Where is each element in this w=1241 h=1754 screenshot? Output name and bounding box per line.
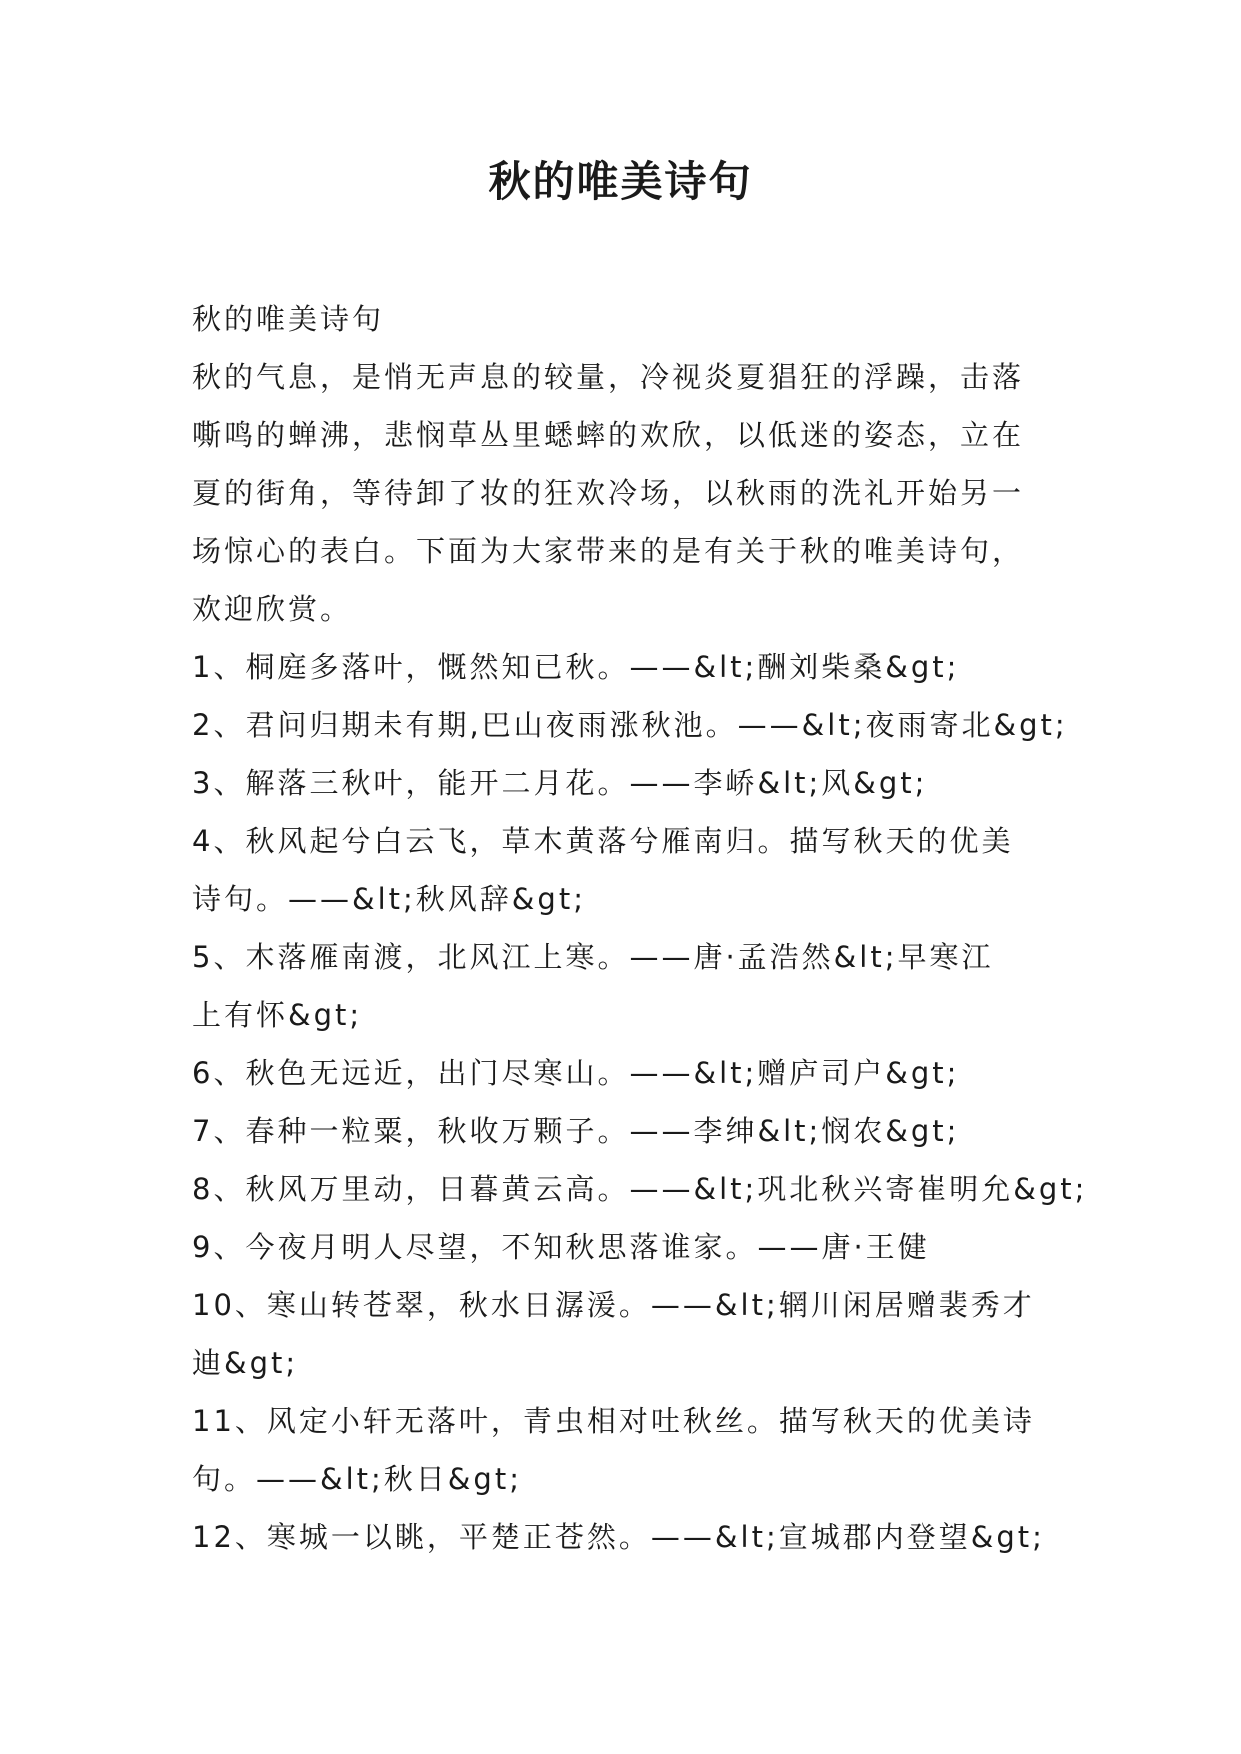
body-line: 秋的唯美诗句	[192, 302, 385, 336]
poem-line: 6、秋色无远近，出门尽寒山。——&lt;赠庐司户&gt;	[192, 1056, 960, 1090]
document-body	[192, 290, 1088, 1566]
poem-line: 诗句。——&lt;秋风辞&gt;	[192, 882, 586, 916]
poem-line: 4、秋风起兮白云飞，草木黄落兮雁南归。描写秋天的优美	[192, 824, 1014, 858]
body-line: 夏的街角，等待卸了妆的狂欢冷场，以秋雨的洗礼开始另一	[192, 476, 1025, 510]
poem-line: 8、秋风万里动，日暮黄云高。——&lt;巩北秋兴寄崔明允&gt;	[192, 1172, 1088, 1206]
poem-line: 句。——&lt;秋日&gt;	[192, 1462, 522, 1496]
poem-line: 2、君问归期未有期,巴山夜雨涨秋池。——&lt;夜雨寄北&gt;	[192, 708, 1068, 742]
poem-line: 12、寒城一以眺，平楚正苍然。——&lt;宣城郡内登望&gt;	[192, 1520, 1045, 1554]
body-line: 欢迎欣赏。	[192, 592, 353, 626]
poem-line: 11、风定小轩无落叶，青虫相对吐秋丝。描写秋天的优美诗	[192, 1404, 1035, 1438]
poem-line: 9、今夜月明人尽望，不知秋思落谁家。——唐·王健	[192, 1230, 930, 1264]
poem-line: 上有怀&gt;	[192, 998, 363, 1032]
poem-line: 5、木落雁南渡，北风江上寒。——唐·孟浩然&lt;早寒江	[192, 940, 994, 974]
poem-line: 3、解落三秋叶，能开二月花。——李峤&lt;风&gt;	[192, 766, 928, 800]
body-line: 秋的气息，是悄无声息的较量，冷视炎夏猖狂的浮躁，击落	[192, 360, 1025, 394]
poem-line: 10、寒山转苍翠，秋水日潺湲。——&lt;辋川闲居赠裴秀才	[192, 1288, 1035, 1322]
poem-line: 7、春种一粒粟，秋收万颗子。——李绅&lt;悯农&gt;	[192, 1114, 960, 1148]
document-title: 秋的唯美诗句	[488, 157, 753, 206]
body-line: 嘶鸣的蝉沸，悲悯草丛里蟋蟀的欢欣，以低迷的姿态，立在	[192, 418, 1025, 452]
body-line: 场惊心的表白。下面为大家带来的是有关于秋的唯美诗句，	[192, 534, 1025, 568]
poem-line: 1、桐庭多落叶，慨然知已秋。——&lt;酬刘柴桑&gt;	[192, 650, 960, 684]
poem-line: 迪&gt;	[192, 1346, 299, 1380]
